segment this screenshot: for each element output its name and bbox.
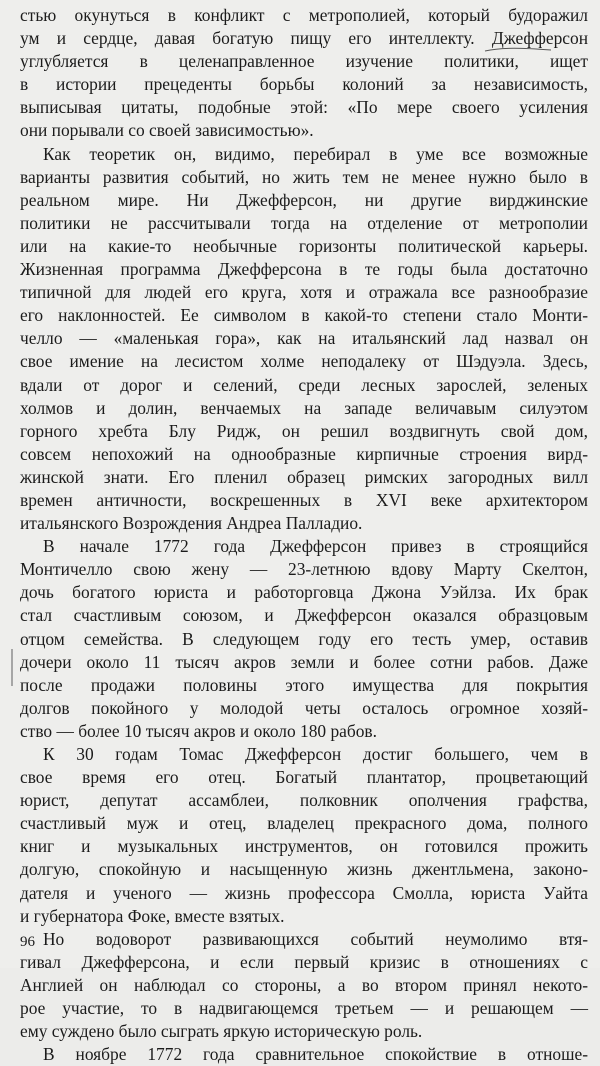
text-line: гивал Джефферсона, и если первый кризис в отношениях с [20, 951, 588, 972]
text-line: углубляется в целенаправленное изучение политики, ищет [20, 51, 588, 72]
text-line: жинской знати. Его пленил образец римских загородных вилл [20, 466, 588, 487]
text-line: рое участие, то в надвигающемся третьем — и решающем — [20, 998, 588, 1019]
text-line: и губернатора Фоке, вместе взятых. [20, 905, 285, 926]
text-line: Англией он наблюдал со стороны, а во втором принял некото- [20, 974, 588, 995]
text-line: дателя и ученого — жизнь профессора Смолла, юриста Уайта [20, 882, 588, 903]
text-line: его наклонностей. Ее символом в какой-то степени стало Монти- [20, 305, 588, 326]
text-line: дочь богатого юриста и работорговца Джона Уэйлза. Их брак [20, 582, 588, 603]
text-line: ему суждено было сыграть яркую историческую роль. [20, 1021, 423, 1042]
text-line: итальянского Возрождения Андреа Палладио. [20, 513, 363, 534]
text-line: стал счастливым союзом, и Джефферсон оказался образцовым [20, 605, 588, 626]
text-line: реальном мире. Ни Джефферсон, ни другие вирджинские [20, 189, 588, 210]
margin-pencil-mark [10, 648, 14, 688]
body-text [20, 4, 588, 1066]
text-line: К 30 годам Томас Джефферсон достиг большего, чем в [43, 744, 588, 764]
text-line: политики не рассчитывали тогда на отделение от метрополии [20, 212, 588, 233]
text-line: юрист, депутат ассамблеи, полковник ополчения графства, [20, 790, 588, 811]
text-line: ство — более 10 тысяч акров и около 180 рабов. [20, 720, 377, 741]
text-line: дочери около 11 тысяч акров земли и более сотни рабов. Даже [20, 651, 588, 672]
text-line: времен античности, воскрешенных в XVI веке архитектором [20, 489, 588, 510]
text-line: вдали от дорог и селений, среди лесных зарослей, зеленых [20, 374, 588, 395]
text-line: В ноябре 1772 года сравнительное спокойствие в отноше- [43, 1044, 588, 1065]
text-line: типичной для людей его круга, хотя и отражала все разнообразие [20, 282, 588, 303]
text-line: холмов и долин, венчаемых на западе величавым силуэтом [20, 397, 588, 418]
pencil-underline-mark [483, 45, 553, 55]
text-line: В начале 1772 года Джефферсон привез в строящийся [43, 536, 588, 557]
text-line: Монтичелло свою жену — 23-летнюю вдову Марту Скелтон, [20, 559, 588, 580]
text-line: отцом семейства. В следующем году его тесть умер, оставив [20, 628, 588, 649]
text-line: свое имение на лесистом холме неподалеку от Шэдуэла. Здесь, [20, 351, 588, 372]
text-line: варианты развития событий, но жить тем не менее нужно было в [20, 166, 588, 187]
text-line: Но водоворот развивающихся событий неумолимо втя- [43, 928, 588, 949]
text-line: выписывая цитаты, подобные этой: «По мере своего усиления [20, 97, 588, 118]
text-line: свое время его отец. Богатый плантатор, процветающий [20, 767, 588, 788]
text-line: совсем непохожий на однообразные кирпичные строения вирд- [20, 443, 588, 464]
text-line: горного хребта Блу Ридж, он решил воздвигнуть свой дом, [20, 420, 588, 441]
page-number: 96 [20, 934, 35, 950]
text-line: счастливый муж и отец, владелец прекрасного дома, полного [20, 813, 588, 834]
text-line: долгую, спокойную и насыщенную жизнь джентльмена, законо- [20, 859, 588, 880]
text-line: Как теоретик он, видимо, перебирал в уме все возможные [43, 143, 588, 164]
text-line: книг и музыкальных инструментов, он готовился прожить [20, 836, 588, 857]
text-line: Жизненная программа Джефферсона в те годы была достаточно [20, 259, 588, 280]
text-line: стью окунуться в конфликт с метрополией, который будоражил [20, 5, 588, 25]
text-line: после продажи половины этого имущества для покрытия [20, 674, 588, 695]
text-line: ум и сердце, давая богатую пищу его интеллекту. Джефферсон [20, 28, 588, 49]
text-line: челло — «маленькая гора», как на итальянский лад назвал он [20, 328, 588, 349]
text-line: или на какие-то необычные горизонты политической карьеры. [20, 235, 588, 256]
text-line: долгов покойного у молодой четы осталось огромное хозяй- [20, 697, 588, 718]
text-line: в истории прецеденты борьбы колоний за независимость, [20, 74, 588, 95]
text-line: они порывали со своей зависимостью». [20, 120, 314, 141]
